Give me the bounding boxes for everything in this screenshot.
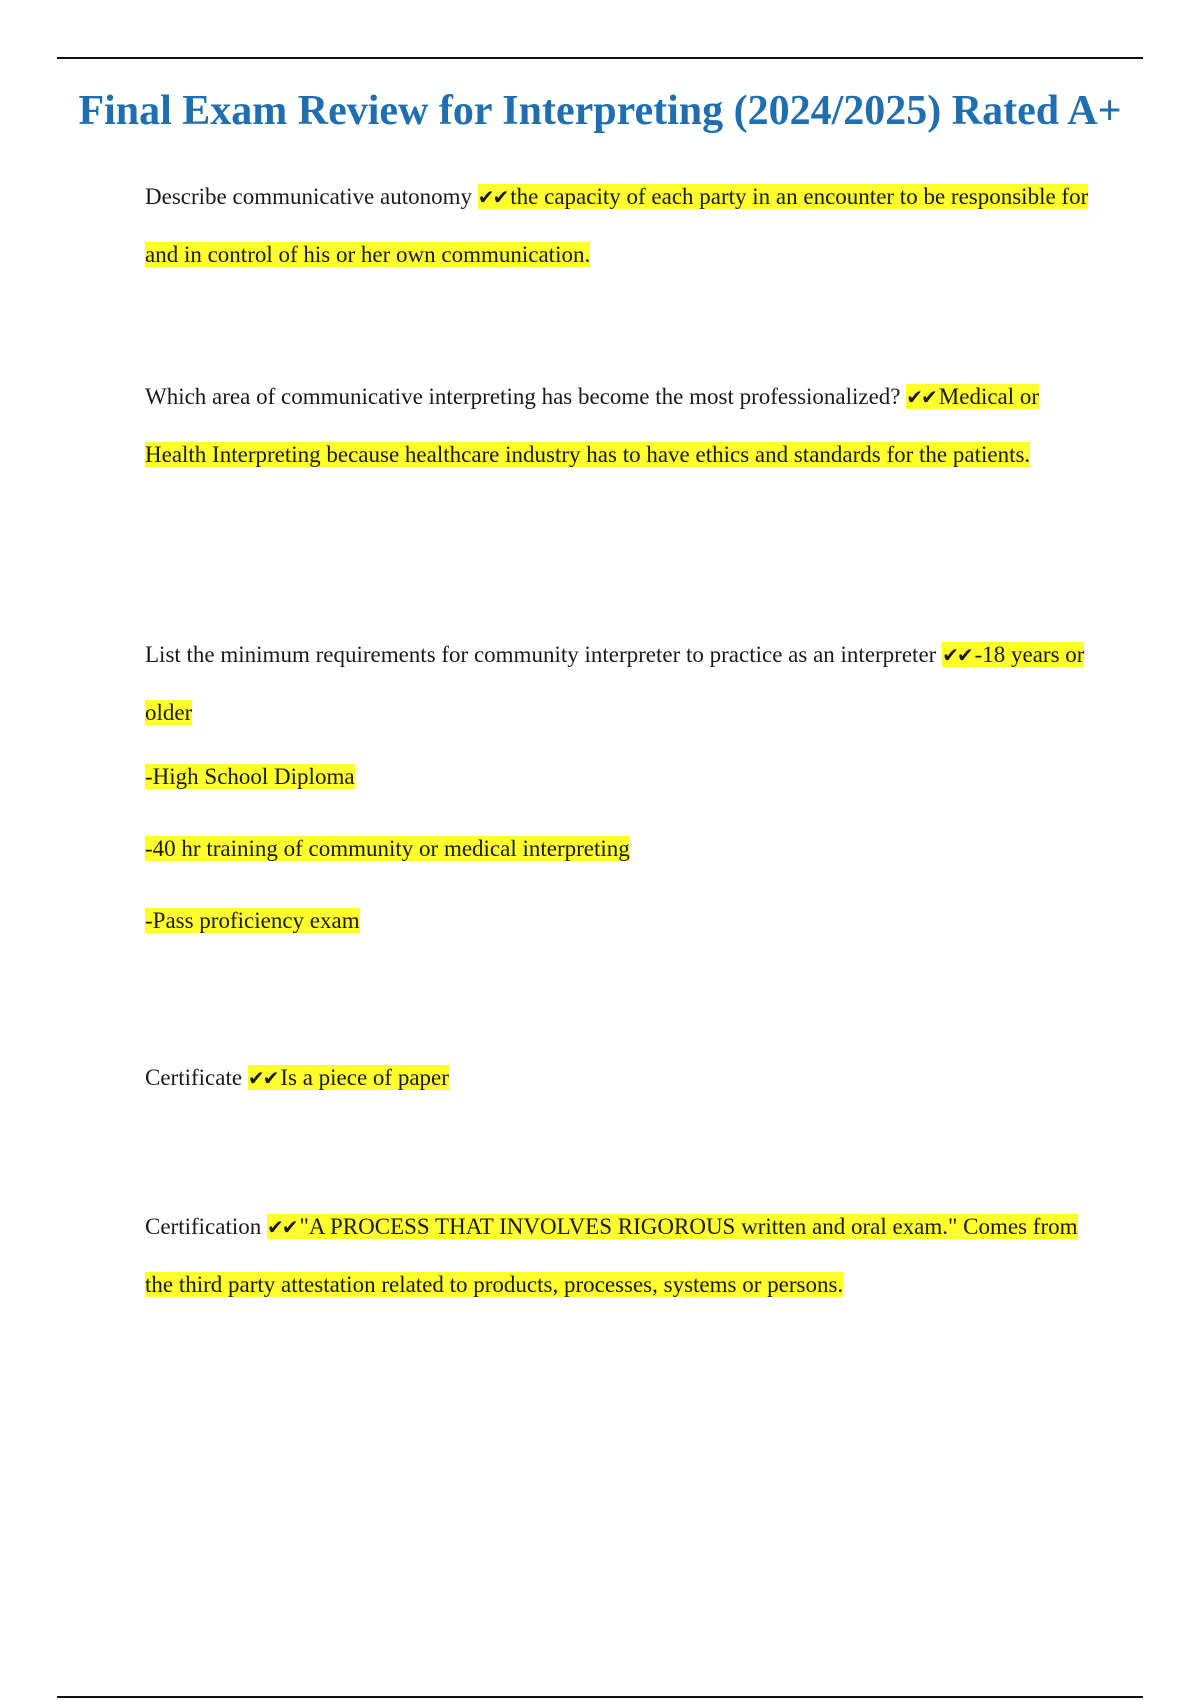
question-text: Describe communicative autonomy [145,184,473,209]
requirement-list-item: -High School Diploma [145,764,355,789]
answer-text: the capacity of each party in an encounter to be responsible for and in control of his or her own communication. [145,184,1089,267]
requirement-list-item: -Pass proficiency exam [145,908,360,933]
answer-text: Medical or Health Interpreting because healthcare industry has to have ethics and standards for the patients. [145,384,1040,467]
answer-highlight [145,1214,1078,1297]
requirement-list-item: -40 hr training of community or medical interpreting [145,836,630,861]
double-check-icon: ✔✔ [247,1066,278,1090]
question-text: List the minimum requirements for community interpreter to practice as an interpreter [145,642,937,667]
top-rule [57,57,1143,59]
qa-item-minimum-requirements [145,626,1095,957]
question-text: Certification [145,1214,262,1239]
qa-item-certification [145,1198,1095,1313]
double-check-icon: ✔✔ [267,1215,297,1239]
answer-highlight [248,1065,449,1090]
qa-item-certificate [145,1049,1095,1107]
question-text: Which area of communicative interpreting has become the most professionalized? [145,384,901,409]
page-title: Final Exam Review for Interpreting (2024/2025) Rated A+ [78,88,1122,135]
qa-item-communicative-autonomy [145,168,1095,283]
double-check-icon: ✔✔ [906,385,936,409]
double-check-icon: ✔✔ [477,185,508,209]
double-check-icon: ✔✔ [942,643,972,667]
question-text: Certificate [145,1065,243,1090]
qa-item-professionalized-area [145,368,1095,483]
answer-text: Is a piece of paper [280,1065,449,1090]
bottom-rule [57,1696,1143,1698]
answer-text: -18 years or older [145,642,1085,725]
answer-text: "A PROCESS THAT INVOLVES RIGOROUS written and oral exam." Comes from the third party attestation related to products, processes, systems or persons. [145,1214,1078,1297]
